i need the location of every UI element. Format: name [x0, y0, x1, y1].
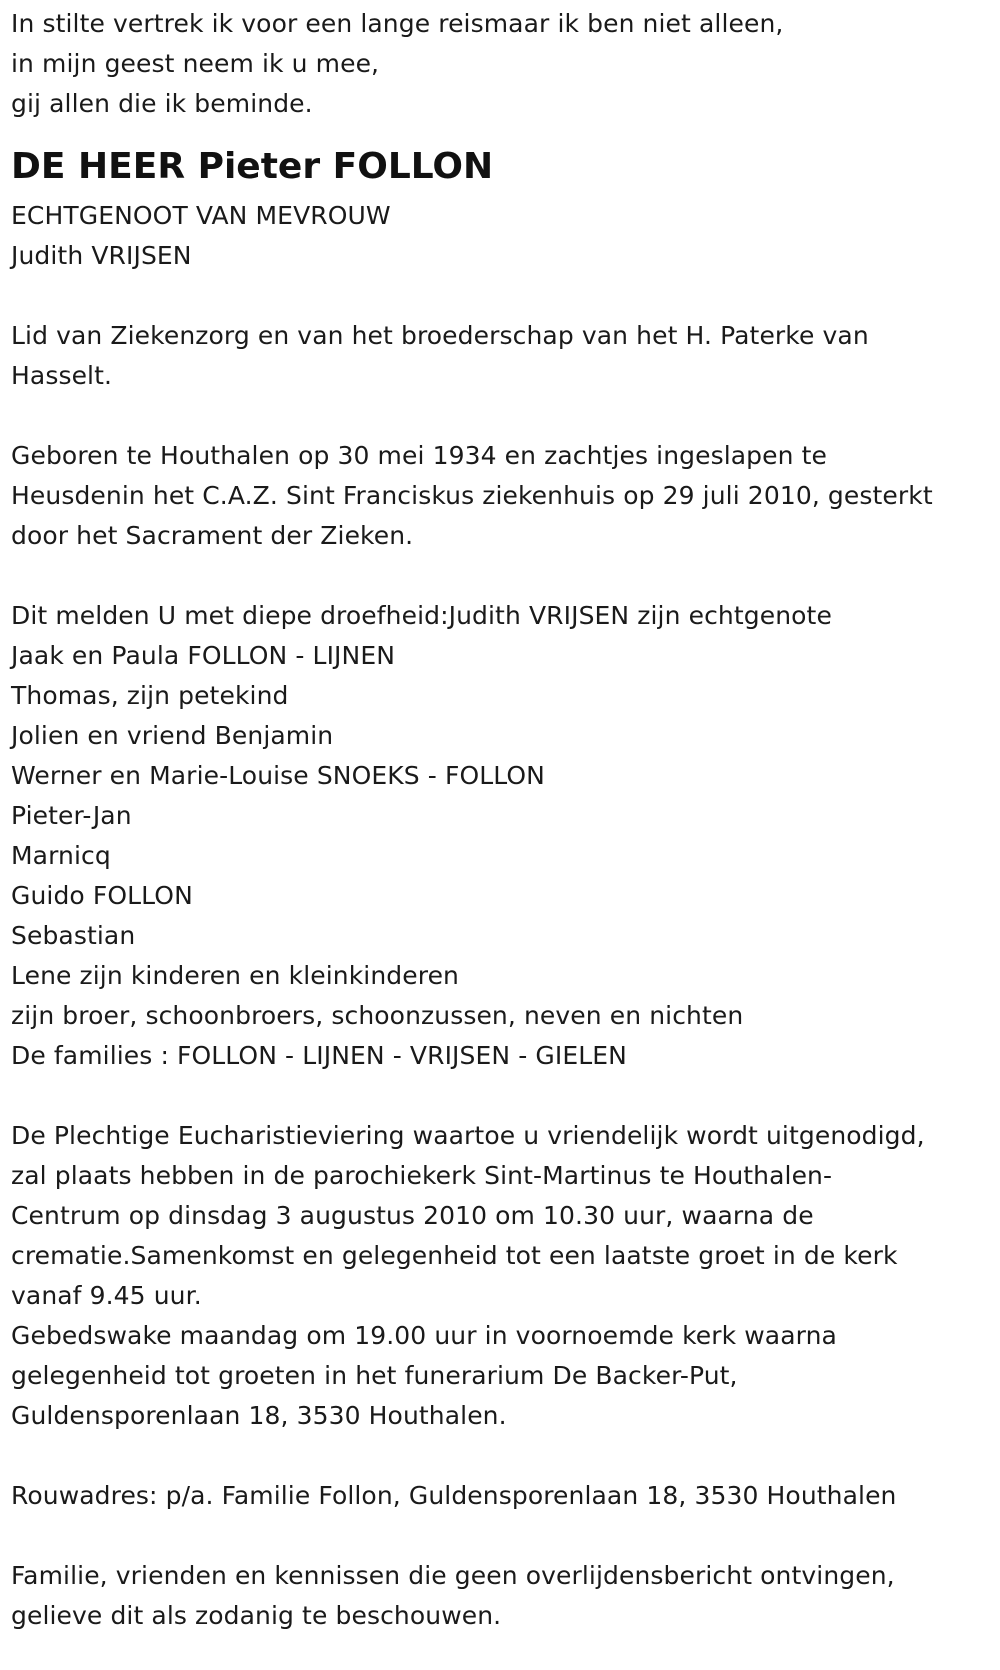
paragraph-gap	[11, 396, 996, 436]
paragraph-gap	[11, 1516, 996, 1556]
ceremony-line: Gebedswake maandag om 19.00 uur in voornoemde kerk waarna	[11, 1321, 837, 1350]
closing-section	[11, 1556, 996, 1636]
family-line: Sebastian	[11, 921, 136, 950]
ceremony-line: Centrum op dinsdag 3 augustus 2010 om 10.30 uur, waarna de	[11, 1201, 814, 1230]
obituary-document	[11, 4, 996, 1636]
ceremony-line: Guldensporenlaan 18, 3530 Houthalen.	[11, 1401, 507, 1430]
paragraph-gap	[11, 276, 996, 316]
paragraph-gap	[11, 556, 996, 596]
ceremony-line: De Plechtige Eucharistieviering waartoe u vriendelijk wordt uitgenodigd,	[11, 1121, 925, 1150]
membership-line: Hasselt.	[11, 361, 113, 390]
family-line: Werner en Marie-Louise SNOEKS - FOLLON	[11, 761, 545, 790]
family-section	[11, 596, 996, 1076]
poem-section	[11, 4, 996, 124]
ceremony-line: vanaf 9.45 uur.	[11, 1281, 202, 1310]
birth-death-line: Heusdenin het C.A.Z. Sint Franciskus ziekenhuis op 29 juli 2010, gesterkt	[11, 481, 933, 510]
birth-death-line: Geboren te Houthalen op 30 mei 1934 en zachtjes ingeslapen te	[11, 441, 827, 470]
birth-death-section	[11, 436, 996, 556]
family-line: zijn broer, schoonbroers, schoonzussen, neven en nichten	[11, 1001, 744, 1030]
ceremony-line: crematie.Samenkomst en gelegenheid tot een laatste groet in de kerk	[11, 1241, 898, 1270]
family-line: Jaak en Paula FOLLON - LIJNEN	[11, 641, 396, 670]
closing-line: gelieve dit als zodanig te beschouwen.	[11, 1601, 502, 1630]
closing-line: Familie, vrienden en kennissen die geen overlijdensbericht ontvingen,	[11, 1561, 895, 1590]
family-line: Marnicq	[11, 841, 111, 870]
spouse-section	[11, 196, 996, 276]
poem-line: In stilte vertrek ik voor een lange reismaar ik ben niet alleen,	[11, 9, 784, 38]
spouse-line: Judith VRIJSEN	[11, 241, 192, 270]
spouse-line: ECHTGENOOT VAN MEVROUW	[11, 201, 391, 230]
address-section	[11, 1476, 996, 1516]
birth-death-line: door het Sacrament der Zieken.	[11, 521, 414, 550]
paragraph-gap	[11, 1076, 996, 1116]
paragraph-gap	[11, 1436, 996, 1476]
deceased-name-title: DE HEER Pieter FOLLON	[11, 146, 494, 187]
poem-line: gij allen die ik beminde.	[11, 89, 313, 118]
membership-line: Lid van Ziekenzorg en van het broederschap van het H. Paterke van	[11, 321, 869, 350]
family-line: De families : FOLLON - LIJNEN - VRIJSEN - GIELEN	[11, 1041, 627, 1070]
membership-section	[11, 316, 996, 396]
family-line: Dit melden U met diepe droefheid:Judith VRIJSEN zijn echtgenote	[11, 601, 832, 630]
poem-line: in mijn geest neem ik u mee,	[11, 49, 380, 78]
family-line: Thomas, zijn petekind	[11, 681, 289, 710]
ceremony-section	[11, 1116, 996, 1436]
address-line: Rouwadres: p/a. Familie Follon, Guldensporenlaan 18, 3530 Houthalen	[11, 1481, 897, 1510]
ceremony-line: zal plaats hebben in de parochiekerk Sint-Martinus te Houthalen-	[11, 1161, 833, 1190]
family-line: Pieter-Jan	[11, 801, 132, 830]
family-line: Lene zijn kinderen en kleinkinderen	[11, 961, 460, 990]
family-line: Guido FOLLON	[11, 881, 193, 910]
family-line: Jolien en vriend Benjamin	[11, 721, 334, 750]
ceremony-line: gelegenheid tot groeten in het funerarium De Backer-Put,	[11, 1361, 738, 1390]
